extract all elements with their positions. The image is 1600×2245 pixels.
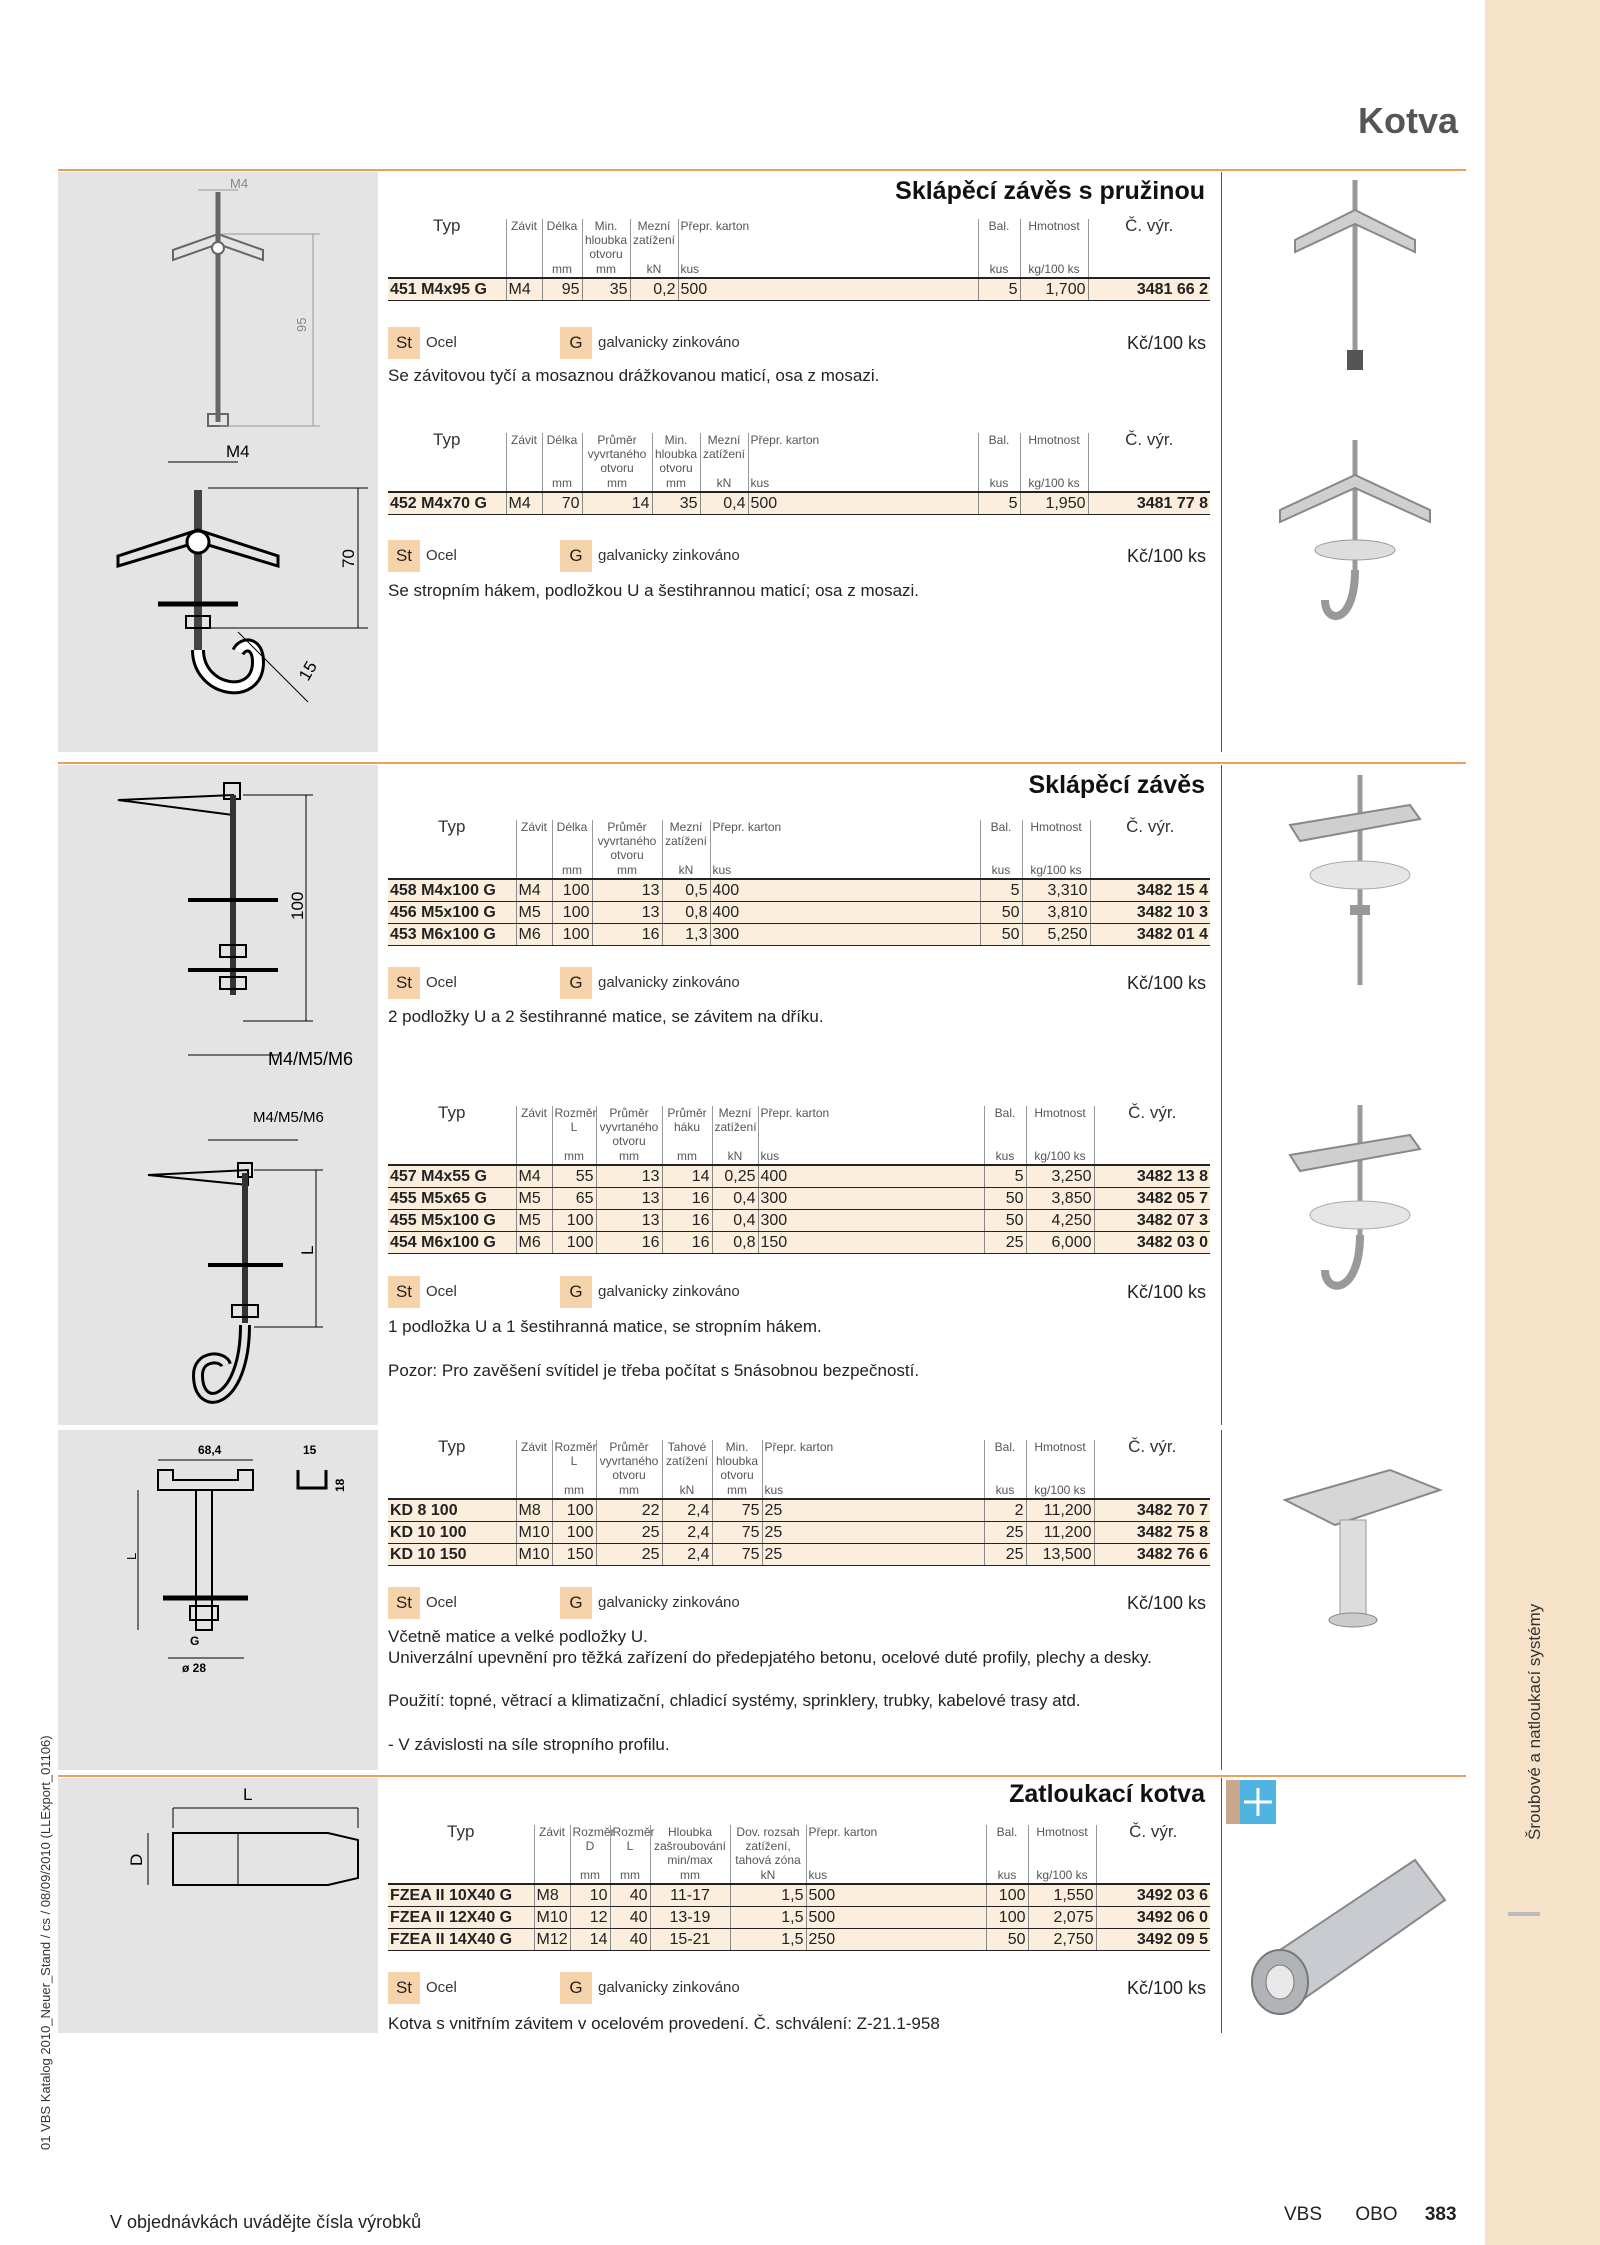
table-row: 454 M6x100 G M6 100 16 16 0,8 150 25 6,000 3482 03 0 bbox=[388, 1232, 1210, 1254]
material-row bbox=[388, 1587, 1210, 1619]
product-note: Se závitovou tyčí a mosaznou drážkovanou maticí, osa z mosazi. bbox=[388, 366, 880, 385]
catalog-export-label: 01 VBS Katalog 2010_Neuer_Stand / cs / 08/09/2010 (LLExport_01106) bbox=[38, 1735, 53, 2150]
table-header-row: Typ Závit Délka Průměr vyvrtaného otvoru Min. hloubka otvoru Mezní zatížení Přepr. karton Bal. Hmotnost Č. výr. bbox=[388, 433, 1210, 475]
finish-label: galvanicky zinkováno bbox=[598, 1979, 740, 1996]
product-photo-457 bbox=[1270, 1105, 1450, 1305]
material-row bbox=[388, 540, 1210, 572]
product-note: 2 podložky U a 2 šestihranné matice, se závitem na dříku. bbox=[388, 1007, 824, 1026]
spec-table-457 bbox=[388, 1103, 1210, 1254]
table-units-row: mm mm kN kus kus kg/100 ks bbox=[388, 862, 1210, 879]
column-line bbox=[1221, 172, 1222, 752]
price-unit: Kč/100 ks bbox=[1126, 973, 1206, 993]
product-note: Včetně matice a velké podložky U. bbox=[388, 1627, 648, 1646]
section-title: Sklápěcí závěs bbox=[1028, 771, 1205, 799]
column-line bbox=[1221, 1778, 1222, 2033]
material-label: Ocel bbox=[426, 1594, 457, 1611]
price-unit: Kč/100 ks bbox=[1126, 333, 1206, 353]
spec-table-458 bbox=[388, 817, 1210, 946]
table-row: KD 10 150 M10 150 25 2,4 75 25 25 13,500 3482 76 6 bbox=[388, 1544, 1210, 1566]
application-icon bbox=[1226, 1780, 1276, 1824]
drawing-label: 70 bbox=[339, 549, 358, 568]
warning-note: Pozor: Pro zavěšení svítidel je třeba počítat s 5násobnou bezpečností. bbox=[388, 1361, 920, 1380]
material-label: Ocel bbox=[426, 1979, 457, 1996]
material-label: Ocel bbox=[426, 974, 457, 991]
material-row bbox=[388, 327, 1210, 359]
table-units-row: mm mm kN mm kus kus kg/100 ks bbox=[388, 1482, 1210, 1499]
drawing-label: G bbox=[190, 1634, 200, 1648]
section-divider bbox=[58, 169, 1466, 171]
product-note: Použití: topné, větrací a klimatizační, chladicí systémy, sprinklery, trubky, kabelové trasy atd. bbox=[388, 1691, 1081, 1710]
table-row: 458 M4x100 G M4 100 13 0,5 400 5 3,310 3482 15 4 bbox=[388, 879, 1210, 902]
table-row: 457 M4x55 G M4 55 13 14 0,25 400 5 3,250 3482 13 8 bbox=[388, 1165, 1210, 1188]
spec-table-451 bbox=[388, 216, 1210, 301]
table-row: 455 M5x65 G M5 65 13 16 0,4 300 50 3,850 3482 05 7 bbox=[388, 1188, 1210, 1210]
product-photo-fzea bbox=[1235, 1830, 1465, 2030]
drawing-label: 68,4 bbox=[198, 1443, 222, 1457]
brand-vbs: VBS bbox=[1284, 2204, 1323, 2225]
finish-label: galvanicky zinkováno bbox=[598, 334, 740, 351]
drawing-label: M4/M5/M6 bbox=[253, 1109, 324, 1126]
finish-badge: G bbox=[560, 967, 592, 999]
material-badge: St bbox=[388, 1276, 420, 1308]
material-badge: St bbox=[388, 1972, 420, 2004]
drawing-panel-kd bbox=[58, 1430, 378, 1770]
finish-label: galvanicky zinkováno bbox=[598, 1283, 740, 1300]
column-line bbox=[1221, 1430, 1222, 1770]
product-note: Se stropním hákem, podložkou U a šestihrannou maticí; osa z mosazi. bbox=[388, 581, 920, 600]
material-label: Ocel bbox=[426, 547, 457, 564]
table-row: 452 M4x70 G M4 70 14 35 0,4 500 5 1,950 3481 77 8 bbox=[388, 492, 1210, 515]
technical-drawing bbox=[58, 765, 378, 1425]
table-units-row: mm mm mm kN kus kus kg/100 ks bbox=[388, 1148, 1210, 1165]
table-row: 455 M5x100 G M5 100 13 16 0,4 300 50 4,250 3482 07 3 bbox=[388, 1210, 1210, 1232]
drawing-panel-fzea bbox=[58, 1778, 378, 2033]
drawing-label: M4/M5/M6 bbox=[268, 1049, 354, 1069]
product-note: Kotva s vnitřním závitem v ocelovém provedení. Č. schválení: Z-21.1-958 bbox=[388, 2014, 940, 2033]
material-row bbox=[388, 1276, 1210, 1308]
finish-badge: G bbox=[560, 1587, 592, 1619]
table-units-row: mm mm mm kN kus kus kg/100 ks bbox=[388, 1867, 1210, 1884]
table-header-row: Typ Závit Rozměr L Průměr vyvrtaného otvoru Průměr háku Mezní zatížení Přepr. karton Bal. Hmotnost Č. výr. bbox=[388, 1106, 1210, 1148]
price-unit: Kč/100 ks bbox=[1126, 1978, 1206, 1998]
product-photo-451 bbox=[1270, 180, 1450, 400]
table-row: 451 M4x95 G M4 95 35 0,2 500 5 1,700 3481 66 2 bbox=[388, 278, 1210, 301]
table-row: KD 8 100 M8 100 22 2,4 75 25 2 11,200 3482 70 7 bbox=[388, 1499, 1210, 1522]
table-header-row: Typ Závit Délka Min. hloubka otvoru Mezní zatížení Přepr. karton Bal. Hmotnost Č. výr. bbox=[388, 219, 1210, 261]
section-divider bbox=[58, 1775, 1466, 1777]
footer-note: V objednávkách uvádějte čísla výrobků bbox=[110, 2212, 422, 2232]
finish-label: galvanicky zinkováno bbox=[598, 1594, 740, 1611]
drawing-label: L bbox=[298, 1245, 317, 1255]
material-badge: St bbox=[388, 967, 420, 999]
drawing-label: L bbox=[243, 1785, 253, 1804]
table-units-row: mm mm mm kN kus kus kg/100 ks bbox=[388, 475, 1210, 492]
product-photo-452 bbox=[1270, 440, 1450, 640]
drawing-label: D bbox=[127, 1853, 146, 1866]
product-note: - V závislosti na síle stropního profilu. bbox=[388, 1735, 670, 1754]
table-header-row: Typ Závit Rozměr D Rozměr L Hloubka zašroubování min/max Dov. rozsah zatížení, tahová zóna Přepr. karton Bal. Hmotnost Č. výr. bbox=[388, 1825, 1210, 1867]
drawing-label: M4 bbox=[226, 442, 250, 461]
drawing-panel-45x bbox=[58, 765, 378, 1425]
drawing-label: M4 bbox=[230, 176, 249, 191]
drawing-label: 95 bbox=[294, 317, 309, 332]
technical-drawing bbox=[58, 172, 378, 752]
section-divider bbox=[58, 762, 1466, 764]
page-number: 383 bbox=[1424, 2204, 1457, 2225]
section-title: Zatloukací kotva bbox=[1009, 1780, 1205, 1808]
footer-brand bbox=[1284, 2204, 1457, 2226]
table-row: 453 M6x100 G M6 100 16 1,3 300 50 5,250 3482 01 4 bbox=[388, 924, 1210, 946]
material-badge: St bbox=[388, 540, 420, 572]
product-photo-kd bbox=[1270, 1440, 1460, 1640]
price-unit: Kč/100 ks bbox=[1126, 546, 1206, 566]
product-note: Univerzální upevnění pro těžká zařízení do předepjatého betonu, ocelové duté profily, plechy a desky. bbox=[388, 1648, 1152, 1667]
technical-drawing bbox=[58, 1778, 378, 2033]
table-header-row: Typ Závit Rozměr L Průměr vyvrtaného otvoru Tahové zatížení Min. hloubka otvoru Přepr. karton Bal. Hmotnost Č. výr. bbox=[388, 1440, 1210, 1482]
material-row bbox=[388, 1972, 1210, 2004]
spec-table-fzea bbox=[388, 1822, 1210, 1951]
finish-badge: G bbox=[560, 1276, 592, 1308]
drawing-label: L bbox=[124, 1552, 139, 1560]
brand-obo: OBO bbox=[1355, 2204, 1398, 2225]
side-category-label: Šroubové a natloukací systémy bbox=[1525, 1603, 1544, 1840]
material-row bbox=[388, 967, 1210, 999]
side-marker bbox=[1508, 1912, 1540, 1916]
drawing-label: 15 bbox=[303, 1443, 317, 1457]
column-line bbox=[1221, 765, 1222, 1425]
material-label: Ocel bbox=[426, 1283, 457, 1300]
table-header-row: Typ Závit Délka Průměr vyvrtaného otvoru Mezní zatížení Přepr. karton Bal. Hmotnost Č. výr. bbox=[388, 820, 1210, 862]
finish-badge: G bbox=[560, 540, 592, 572]
table-row: KD 10 100 M10 100 25 2,4 75 25 25 11,200 3482 75 8 bbox=[388, 1522, 1210, 1544]
right-side-strip bbox=[1485, 0, 1600, 2245]
table-units-row: mm mm kN kus kus kg/100 ks bbox=[388, 261, 1210, 278]
material-badge: St bbox=[388, 1587, 420, 1619]
finish-badge: G bbox=[560, 327, 592, 359]
drawing-panel-451-452 bbox=[58, 172, 378, 752]
finish-badge: G bbox=[560, 1972, 592, 2004]
material-badge: St bbox=[388, 327, 420, 359]
table-row: 456 M5x100 G M5 100 13 0,8 400 50 3,810 3482 10 3 bbox=[388, 902, 1210, 924]
price-unit: Kč/100 ks bbox=[1126, 1593, 1206, 1613]
section-title: Sklápěcí závěs s pružinou bbox=[895, 177, 1205, 205]
drawing-label: ø 28 bbox=[182, 1661, 207, 1675]
price-unit: Kč/100 ks bbox=[1126, 1282, 1206, 1302]
technical-drawing bbox=[58, 1430, 378, 1770]
spec-table-kd bbox=[388, 1437, 1210, 1566]
table-row: FZEA II 12X40 G M10 12 40 13-19 1,5 500 100 2,075 3492 06 0 bbox=[388, 1907, 1210, 1929]
product-note: 1 podložka U a 1 šestihranná matice, se stropním hákem. bbox=[388, 1317, 822, 1336]
product-photo-458 bbox=[1270, 775, 1450, 990]
drawing-label: 18 bbox=[333, 1478, 347, 1492]
finish-label: galvanicky zinkováno bbox=[598, 974, 740, 991]
material-label: Ocel bbox=[426, 334, 457, 351]
table-row: FZEA II 14X40 G M12 14 40 15-21 1,5 250 50 2,750 3492 09 5 bbox=[388, 1929, 1210, 1951]
finish-label: galvanicky zinkováno bbox=[598, 547, 740, 564]
spec-table-452 bbox=[388, 430, 1210, 515]
drawing-label: 100 bbox=[288, 891, 307, 920]
page-title: Kotva bbox=[1357, 100, 1458, 141]
table-row: FZEA II 10X40 G M8 10 40 11-17 1,5 500 100 1,550 3492 03 6 bbox=[388, 1884, 1210, 1907]
drawing-label: 15 bbox=[295, 658, 321, 684]
